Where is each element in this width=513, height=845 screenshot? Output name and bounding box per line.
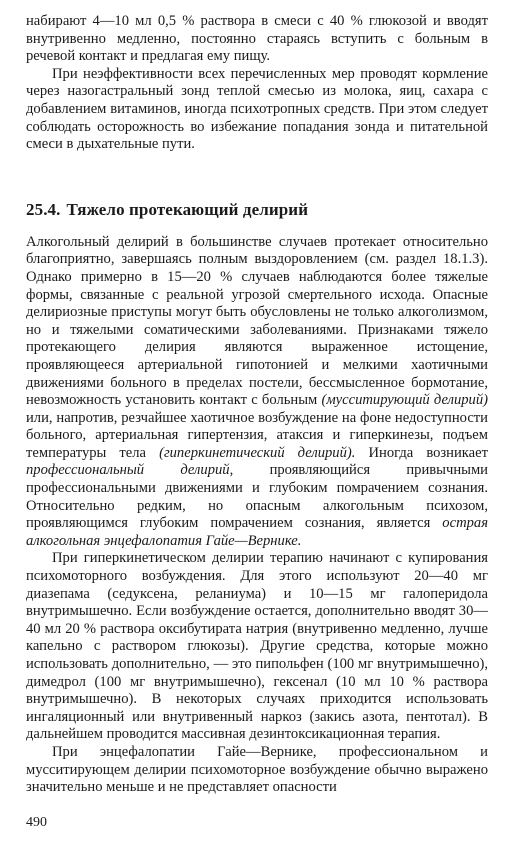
text-run: проявляющийся привычными профессиональными движениями и глубоким помрачением сознания. Относительно редким, но опасным алкогольным психозом, проявляющимся глубоким помрачением сознания, является <box>26 462 488 532</box>
section-title: Тяжело протекающий делирий <box>66 199 309 219</box>
section-heading <box>26 200 488 220</box>
text-run: Алкогольный делирий в большинстве случаев протекает относительно благоприятно, завершаясь полным выздоровлением (см. раздел 18.1.3). Однако примерно в 15—20 % случаев наблюдаются более тяжелые формы, связанные с реальной угрозой смертельного исхода. Опасные делириозные приступы могут быть обусловлены не только алкоголизмом, но и тяжелыми соматическими заболеваниями. Признаками тяжело протекающего делирия являются выраженное истощение, проявляющееся артериальной гипотонией и мелкими хаотичными движениями больного в пределах постели, бессмысленное бормотание, невозможность установить контакт с больным <box>26 233 488 409</box>
paragraph-severe-delirium <box>26 234 488 551</box>
section-number: 25.4. <box>26 199 61 219</box>
paragraph-therapy: При гиперкинетическом делирии терапию начинают с купирования психомоторного возбуждения. Для этого используют 20—40 мг диазепама (седуксена, реланиума) и 10—15 мг галоперидола внутримышечно. Если возбуждение остается, дополнительно вводят 30—40 мл 20 % раствора оксибутирата натрия (внутривенно медленно, лучше капельно с раствором глюкозы). Другие средства, которые можно использовать дополнительно, — это пипольфен (100 мг внутримышечно), димедрол (100 мг внутримышечно), гексенал (10 мл 10 % раствора внутримышечно). В некоторых случаях приходится использовать ингаляционный или внутривенный наркоз (закись азота, пентотал). В дальнейшем проводится массивная дезинтоксикационная терапия. <box>26 550 488 743</box>
term-wernicke-encephalopathy: острая алкогольная энцефалопатия Гайе—Вернике. <box>26 515 488 549</box>
paragraph-feeding: При неэффективности всех перечисленных мер проводят кормление через назогастральный зонд теплой смесью из молока, яиц, сахара с добавлением витаминов, иногда психотропных средств. При этом следует соблюдать осторожность во избежание попадания зонда и питательной смеси в дыхательные пути. <box>26 65 488 153</box>
document-page <box>26 13 488 797</box>
paragraph-continuation: набирают 4—10 мл 0,5 % раствора в смеси с 40 % глюкозой и вводят внутривенно медленно, постоянно стараясь вступить с больным в речевой контакт и предлагая ему пищу. <box>26 13 488 65</box>
term-occupational-delirium: профессиональный делирий, <box>26 462 234 479</box>
term-mussitating-delirium: (мусситирующий делирий) <box>321 392 488 409</box>
text-run: Иногда возникает <box>355 444 488 461</box>
text-run: или, напротив, резчайшее хаотичное возбуждение на фоне недоступности больного, артериальная гипертензия, атаксия и гиперкинезы, подъем температуры тела <box>26 409 488 461</box>
term-hyperkinetic-delirium: (гиперкинетический делирий). <box>159 444 356 461</box>
page-number: 490 <box>26 815 47 830</box>
paragraph-wernicke: При энцефалопатии Гайе—Вернике, профессиональном и мусситирующем делирии психомоторное возбуждение обычно выражено значительно меньше и не представляет опасности <box>26 743 488 796</box>
